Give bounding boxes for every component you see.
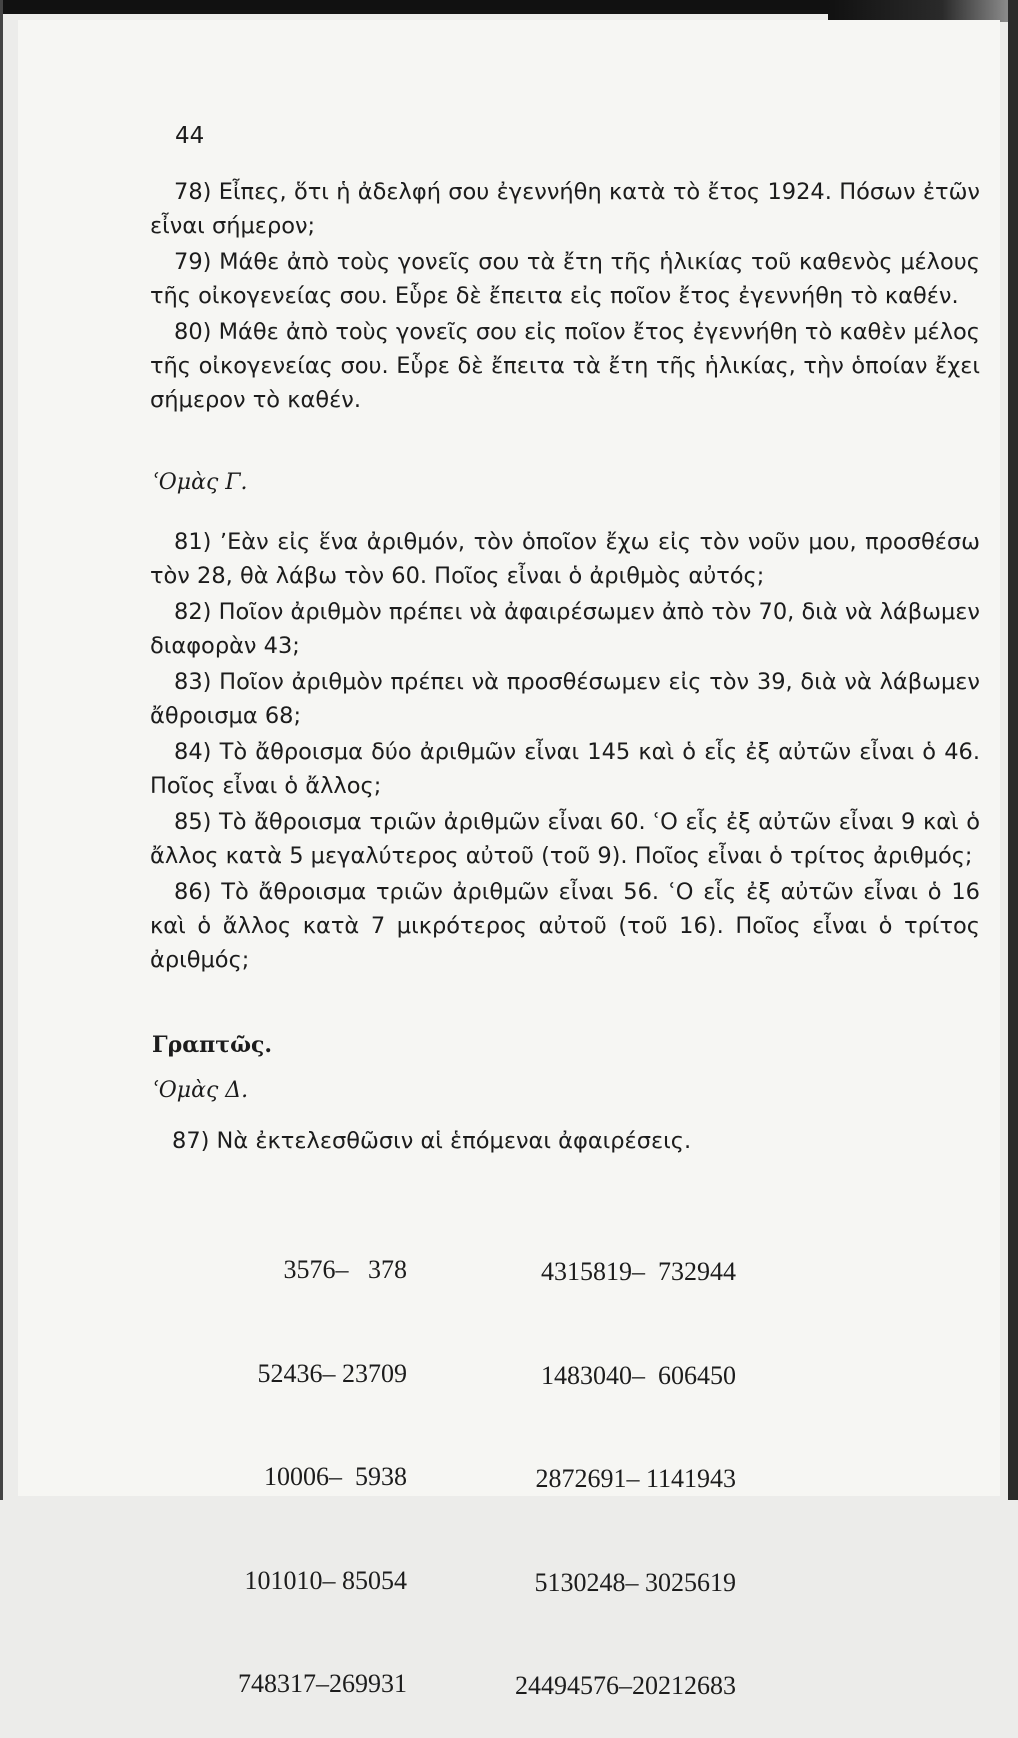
exercise-83: 83) Ποῖον ἀριθμὸν πρέπει νὰ προσθέσωμεν εἰς τὸν 39, διὰ νὰ λάβωμεν ἄθροισμα 68; [150,669,980,729]
group-c-heading: ʿΟμὰς Γ. [152,470,248,495]
exercise-84: 84) Τὸ ἄθροισμα δύο ἀριθμῶν εἶναι 145 καὶ ὁ εἷς ἐξ αὐτῶν εἶναι ὁ 46. Ποῖος εἶναι ὁ ἄλλος; [150,739,980,799]
subtraction-row: 748317–269931 [238,1669,407,1698]
subtraction-row: 52436– 23709 [257,1358,407,1388]
scan-left-border [0,0,3,1500]
scan-right-border [1008,0,1018,1500]
subtraction-row: 2872691– 1141943 [535,1464,736,1493]
subtraction-row: 101010– 85054 [244,1565,407,1595]
subtraction-row: 3576– 378 [283,1255,407,1284]
subtraction-row: 4315819– 732944 [541,1257,736,1286]
subtraction-column-left [238,1184,407,1736]
exercise-87: 87) Νὰ ἐκτελεσθῶσιν αἱ ἑπόμεναι ἀφαιρέσεις. [172,1128,692,1154]
exercise-79: 79) Μάθε ἀπὸ τοὺς γονεῖς σου τὰ ἔτη τῆς ἡλικίας τοῦ καθενὸς μέλους τῆς οἰκογενείας σου. Εὗρε δὲ ἔπειτα εἰς ποῖον ἔτος ἐγεννήθη τὸ καθέν. [150,249,980,309]
exercise-86: 86) Τὸ ἄθροισμα τριῶν ἀριθμῶν εἶναι 56. ʿΟ εἷς ἐξ αὐτῶν εἶναι ὁ 16 καὶ ὁ ἄλλος κατὰ 7 μικρότερος αὐτοῦ (τοῦ 16). Ποῖος εἶναι ὁ τρίτος ἀριθμός; [150,879,980,973]
subtraction-row: 1483040– 606450 [541,1360,736,1390]
exercises-block-b [150,175,980,417]
written-heading: Γραπτῶς. [152,1032,273,1058]
exercise-78: 78) Εἶπες, ὅτι ἡ ἀδελφή σου ἐγεννήθη κατὰ τὸ ἔτος 1924. Πόσων ἐτῶν εἶναι σήμερον; [150,179,980,239]
exercises-block-c [150,525,980,977]
exercise-80: 80) Μάθε ἀπὸ τοὺς γονεῖς σου εἰς ποῖον ἔτος ἐγεννήθη τὸ καθὲν μέλος τῆς οἰκογενείας σου. Εὗρε δὲ ἔπειτα τὰ ἔτη τῆς ἡλικίας, τὴν ὁποίαν ἔχει σήμερον τὸ καθέν. [150,319,980,413]
subtraction-column-right [515,1186,736,1738]
exercise-82: 82) Ποῖον ἀριθμὸν πρέπει νὰ ἀφαιρέσωμεν ἀπὸ τὸν 70, διὰ νὰ λάβωμεν διαφορὰν 43; [150,599,980,659]
page-number: 44 [175,123,205,149]
subtraction-row: 10006– 5938 [264,1462,407,1491]
group-d-heading: ʿΟμὰς Δ. [152,1078,249,1103]
exercise-81: 81) ʼΕὰν εἰς ἕνα ἀριθμόν, τὸν ὁποῖον ἔχω εἰς τὸν νοῦν μου, προσθέσω τὸν 28, θὰ λάβω τὸν 60. Ποῖος εἶναι ὁ ἀριθμὸς αὐτός; [150,529,980,589]
exercise-85: 85) Τὸ ἄθροισμα τριῶν ἀριθμῶν εἶναι 60. ʿΟ εἷς ἐξ αὐτῶν εἶναι 9 καὶ ὁ ἄλλος κατὰ 5 μεγαλύτερος αὐτοῦ (τοῦ 9). Ποῖος εἶναι ὁ τρίτος ἀριθμός; [150,809,980,869]
subtraction-row: 5130248– 3025619 [534,1567,736,1597]
subtraction-row: 24494576–20212683 [515,1671,736,1700]
scan-corner-mark [828,0,1018,22]
